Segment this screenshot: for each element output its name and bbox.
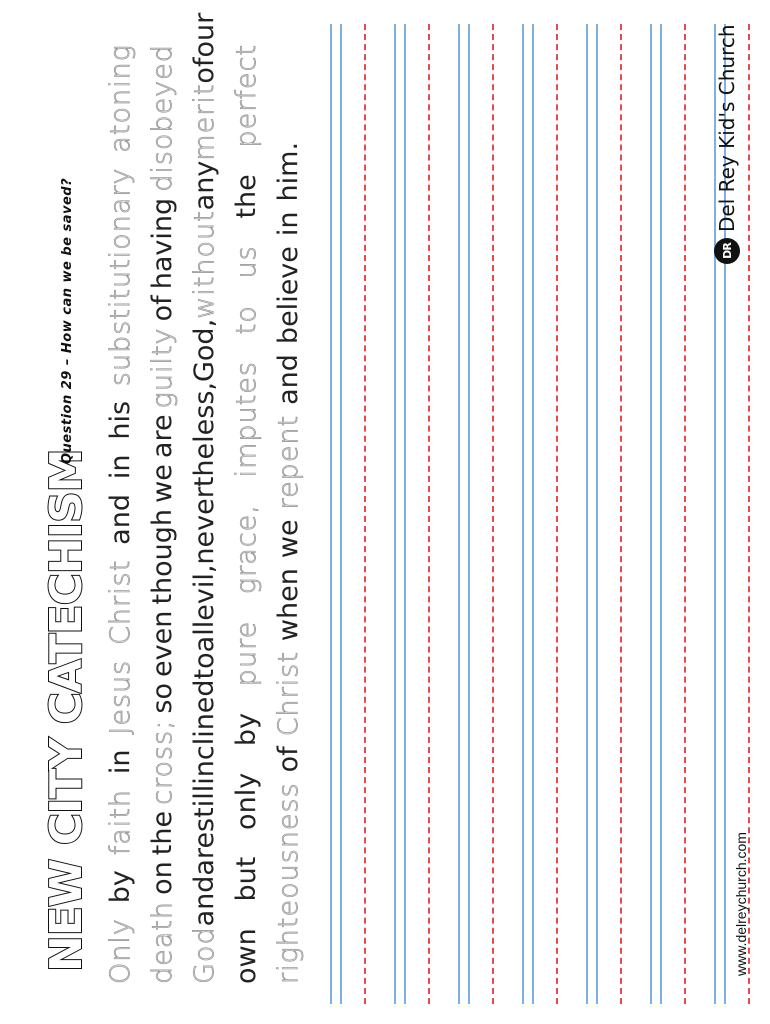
word: of [147, 295, 178, 322]
word: still [189, 784, 220, 832]
word: of [273, 746, 304, 773]
word: own [231, 928, 262, 984]
traceable-word: merit [189, 83, 220, 161]
word: believe [273, 246, 304, 345]
word: only [231, 772, 262, 830]
passage-line [184, 12, 226, 984]
word: any [189, 160, 220, 211]
traceable-word: Only [105, 918, 136, 984]
word: and [273, 354, 304, 405]
solid-guide-line [468, 24, 470, 1004]
word: our [189, 12, 220, 58]
dashed-guide-line [364, 24, 366, 1004]
church-name: Del Rey Kid's Church [715, 24, 739, 232]
word: by [105, 870, 136, 904]
traceable-word: pure [231, 620, 262, 687]
traceable-word: righteousness [273, 782, 304, 984]
church-brand [714, 24, 740, 264]
traceable-word: repent [273, 414, 304, 510]
traceable-word: us [231, 245, 262, 279]
traceable-word: Christ [105, 559, 136, 645]
word: in [105, 749, 136, 775]
word: in [105, 454, 136, 480]
word: on [147, 861, 178, 895]
dashed-guide-line [492, 24, 494, 1004]
word: when [273, 568, 304, 642]
passage-line [100, 44, 142, 984]
traceable-word: disobeyed [147, 44, 178, 192]
passage-line [226, 44, 268, 984]
traceable-word: Christ [273, 651, 304, 737]
traceable-word: God [189, 926, 220, 984]
solid-guide-line [650, 24, 652, 1004]
solid-guide-line [532, 24, 534, 1004]
traceable-word: atoning [105, 44, 136, 153]
traceable-word: without [189, 210, 220, 319]
word: but [231, 856, 262, 902]
traceable-word: faith [105, 789, 136, 856]
solid-guide-line [404, 24, 406, 1004]
word: his [105, 400, 136, 440]
traceable-word: substitutionary [105, 167, 136, 387]
answer-passage [100, 12, 310, 984]
dashed-guide-line [428, 24, 430, 1004]
solid-guide-line [330, 24, 332, 1004]
word: we [147, 464, 178, 503]
word: are [189, 831, 220, 876]
word: all [189, 620, 220, 653]
traceable-word: to [231, 305, 262, 335]
solid-guide-line [394, 24, 396, 1004]
solid-guide-line [340, 24, 342, 1004]
word: and [189, 875, 220, 927]
word: in [273, 211, 304, 237]
word: even [147, 610, 178, 677]
word: evil, [189, 564, 220, 621]
solid-guide-line [586, 24, 588, 1004]
solid-guide-line [522, 24, 524, 1004]
dashed-guide-line [684, 24, 686, 1004]
word: the [231, 174, 262, 219]
church-logo-icon: DR [714, 238, 740, 264]
solid-guide-line [660, 24, 662, 1004]
traceable-word: grace, [231, 504, 262, 595]
word: we [273, 519, 304, 559]
traceable-word: cross; [147, 719, 178, 805]
traceable-word: perfect [231, 44, 262, 148]
word: of [189, 57, 220, 84]
page-title: NEW CITY CATECHISM [41, 449, 92, 972]
word: God, [189, 318, 220, 383]
word: nevertheless, [189, 382, 220, 565]
passage-line [142, 44, 184, 984]
word: the [147, 810, 178, 856]
website-url: www.delreychurch.com [733, 832, 749, 976]
word: and [105, 494, 136, 545]
traceable-word: Jesus [105, 659, 136, 735]
passage-line [268, 44, 310, 984]
word: by [231, 712, 262, 747]
word: inclined [189, 679, 220, 785]
traceable-word: guilty [147, 327, 178, 409]
word: to [189, 652, 220, 680]
word: him. [273, 141, 304, 202]
word: so [147, 683, 178, 714]
solid-guide-line [596, 24, 598, 1004]
dashed-guide-line [556, 24, 558, 1004]
dashed-guide-line [620, 24, 622, 1004]
word: though [147, 508, 178, 605]
question-label: Question 29 – How can we be saved? [60, 177, 75, 464]
traceable-word: imputes [231, 361, 262, 478]
word: are [147, 414, 178, 459]
traceable-word: death [147, 901, 178, 984]
word: having [147, 197, 178, 290]
solid-guide-line [458, 24, 460, 1004]
